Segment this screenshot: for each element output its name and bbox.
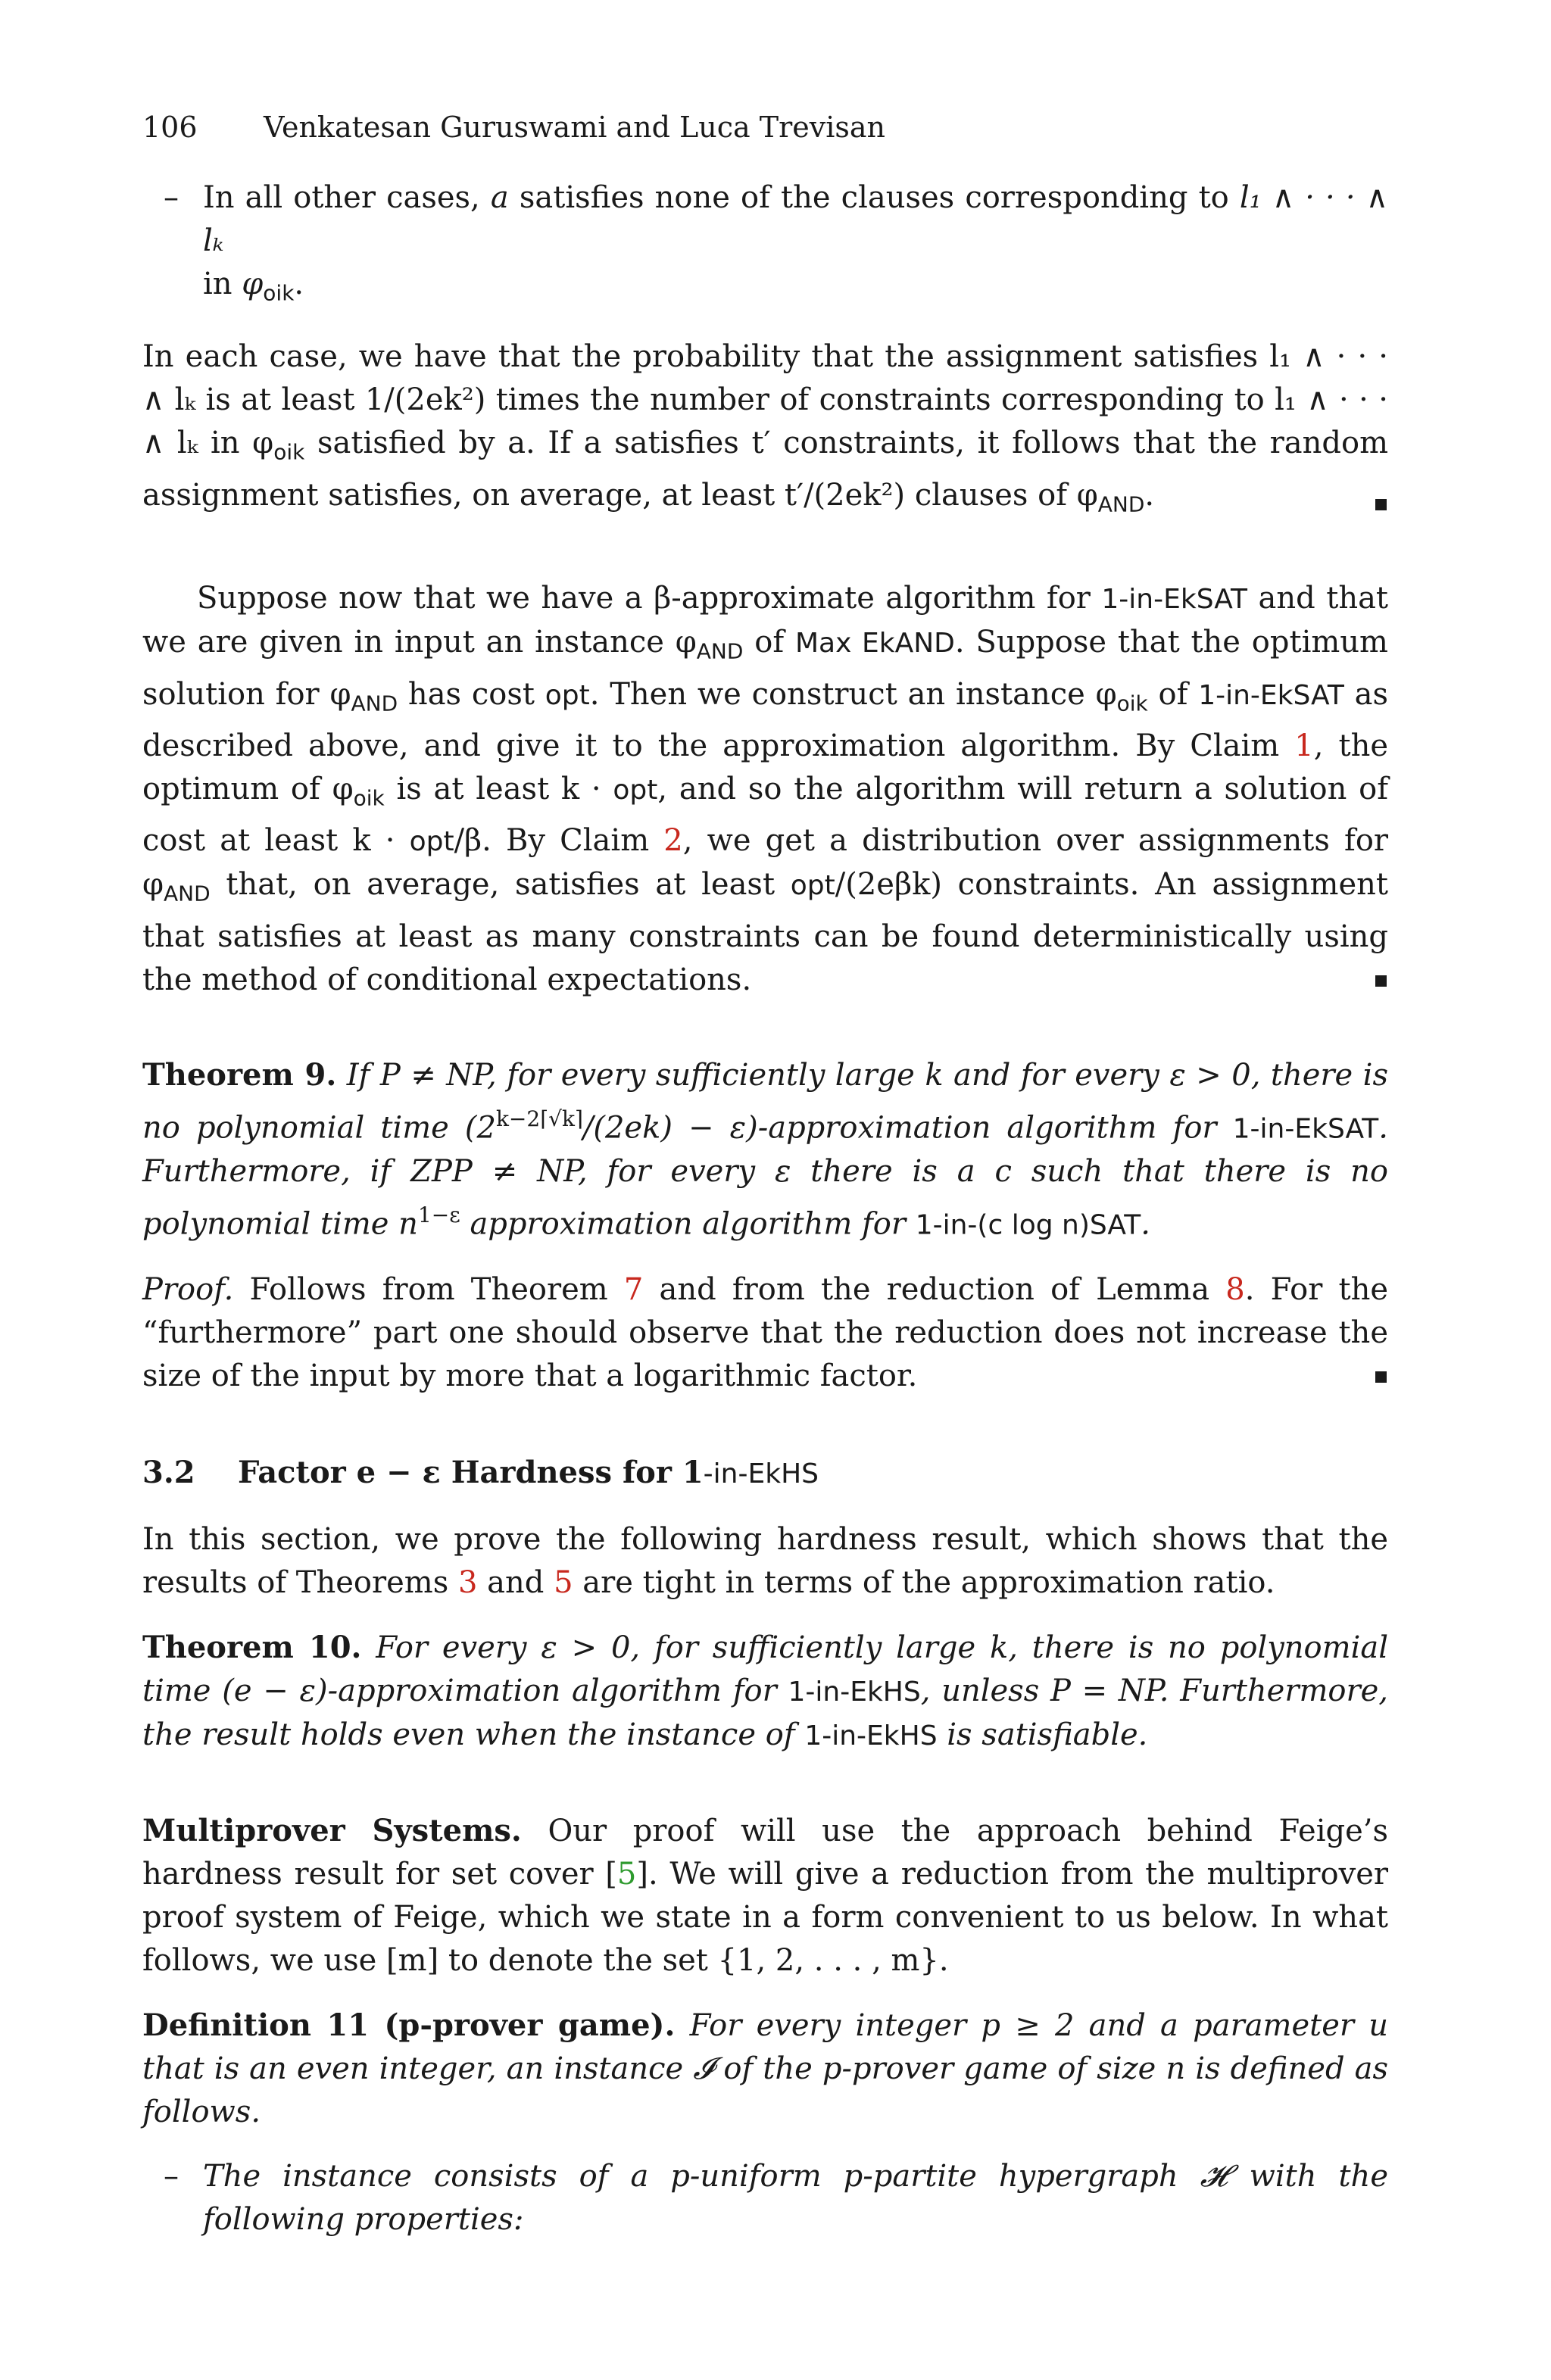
claim-2-link[interactable]: 2: [663, 823, 683, 859]
list-item-hypergraph: – The instance consists of a p-uniform p-partite hypergraph 𝓗 with the following properties:: [142, 2155, 1388, 2241]
theorem-7-link[interactable]: 7: [623, 1271, 644, 1307]
definition-11: Definition 11 (p-prover game). For every integer p ≥ 2 and a parameter u that is an even integer, an instance 𝓘 of the p-prover game of size n is defined as follows.: [142, 2007, 1389, 2129]
citation-5-link[interactable]: 5: [616, 1856, 637, 1892]
dash-bullet: –: [164, 180, 179, 215]
running-header: [142, 106, 1388, 149]
paragraph-probability: In each case, we have that the probability that the assignment satisfies l₁ ∧ · · · ∧ lₖ is at least 1/(2ek²) times the number of constraints corresponding to l₁ ∧ · · · ∧ lₖ in $\varphi_{oik}$ satisfied by a. If a satisfies t′ constraints, it follows that the random assignment satisfies, on average, at least t′/(2ek²) clauses of $\varphi_{AND}$.: [142, 339, 1389, 517]
multiprover-label: Multiprover Systems.: [142, 1812, 522, 1848]
dash-bullet: –: [164, 2158, 179, 2194]
section-title: Factor e − ε Hardness for 1: [238, 1454, 704, 1490]
qed-square-icon: [1375, 499, 1387, 510]
theorem-5-link[interactable]: 5: [554, 1564, 573, 1600]
paragraph-multiprover: Multiprover Systems. Our proof will use the approach behind Feige’s hardness result for set cover [5]. We will give a reduction from the multiprover proof system of Feige, which we state in a form convenient to us below. In what follows, we use [m] to denote the set {1, 2, . . . , m}.: [142, 1812, 1389, 1978]
page-number: 106: [142, 111, 198, 144]
theorem-9: Theorem 9. If P ≠ NP, for every sufficiently large k and for every ε > 0, there is no polynomial time ($2^{k-2⌈√k⌉}/(2ek)$ − ε)-approximation algorithm for 1-in-EkSAT. Furthermore, if ZPP ≠ NP, for every ε there is a c such that there is no polynomial time $n^{1-\varepsilon}$ approximation algorithm for 1-in-(c log n)SAT.: [142, 1056, 1389, 1242]
proof-theorem-9: Proof. Follows from Theorem 7 and from the reduction of Lemma 8. For the “furthermore” part one should observe that the reduction does not increase the size of the input by more that a logarithmic factor.: [142, 1271, 1389, 1393]
qed-square-icon: [1375, 1371, 1387, 1383]
proof-label: Proof.: [142, 1271, 234, 1307]
claim-1-link[interactable]: 1: [1294, 728, 1314, 763]
definition-11-label: Definition 11 (p-prover game).: [142, 2007, 676, 2043]
theorem-9-label: Theorem 9.: [142, 1056, 337, 1093]
qed-square-icon: [1375, 975, 1387, 987]
section-number: 3.2: [142, 1454, 195, 1490]
paragraph-approximate-algorithm: Suppose now that we have a β-approximate algorithm for 1-in-EkSAT and that we are given in input an instance $\varphi_{AND}$ of Max EkAND. Suppose that the optimum solution for $\varphi_{AND}$ has cost opt. Then we construct an instance $\varphi_{oik}$ of 1-in-EkSAT as described above, and give it to the approximation algorithm. By Claim 1, the optimum of $\varphi_{oik}$ is at least k · opt, and so the algorithm will return a solution of cost at least k · opt/β. By Claim 2, we get a distribution over assignments for $\varphi_{AND}$ that, on average, satisfies at least opt/(2eβk) constraints. An assignment that satisfies at least as many constraints can be found deterministically using the method of conditional expectations.: [142, 581, 1389, 997]
section-heading: 3.2 Factor e − ε Hardness for 1-in-EkHS: [142, 1451, 1388, 1496]
theorem-10: Theorem 10. For every ε > 0, for sufficiently large k, there is no polynomial time (e − ε)-approximation algorithm for 1-in-EkHS, unless P = NP. Furthermore, the result holds even when the instance of 1-in-EkHS is satisfiable.: [142, 1629, 1388, 1752]
theorem-10-label: Theorem 10.: [142, 1629, 362, 1665]
paragraph-section-intro: In this section, we prove the following hardness result, which shows that the results of Theorems 3 and 5 are tight in terms of the approximation ratio.: [142, 1521, 1388, 1600]
theorem-3-link[interactable]: 3: [457, 1564, 478, 1600]
header-authors: Venkatesan Guruswami and Luca Trevisan: [264, 111, 885, 144]
lemma-8-link[interactable]: 8: [1225, 1271, 1245, 1307]
page-content: [142, 106, 1388, 2263]
list-item-other-cases: – In all other cases, a satisfies none of the clauses corresponding to l₁ ∧ · · · ∧ lₖ in $\varphi_{oik}$.: [142, 176, 1388, 314]
